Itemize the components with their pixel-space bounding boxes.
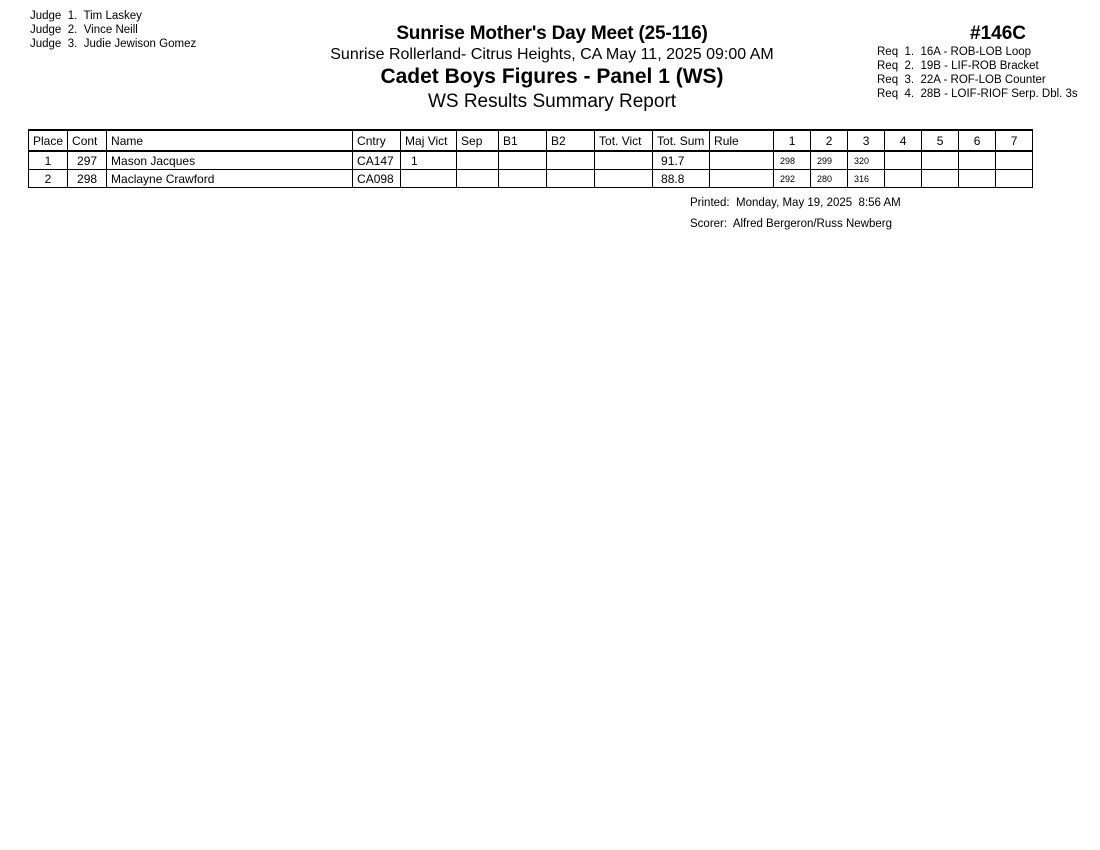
col-rule: Rule bbox=[710, 130, 774, 151]
event-number: #146C bbox=[970, 23, 1026, 44]
cntry: CA098 bbox=[353, 170, 401, 188]
col-tot-vict: Tot. Vict bbox=[595, 130, 653, 151]
requirement-3: Req 3. 22A - ROF-LOB Counter bbox=[877, 74, 1046, 86]
place: 2 bbox=[29, 170, 68, 188]
name: Maclayne Crawford bbox=[107, 170, 353, 188]
col-judge-1: 1 bbox=[774, 130, 811, 151]
col-cntry: Cntry bbox=[353, 130, 401, 151]
cont: 298 bbox=[68, 170, 107, 188]
col-b2: B2 bbox=[547, 130, 595, 151]
col-judge-7: 7 bbox=[996, 130, 1033, 151]
judge-7-score bbox=[996, 170, 1033, 188]
judge-2: Judge 2. Vince Neill bbox=[30, 24, 138, 36]
table-header-row bbox=[29, 130, 1033, 151]
maj-vict bbox=[401, 170, 457, 188]
report-header bbox=[300, 22, 804, 114]
event-title: Cadet Boys Figures - Panel 1 (WS) bbox=[380, 65, 724, 88]
col-judge-5: 5 bbox=[922, 130, 959, 151]
judge-4-score bbox=[885, 151, 922, 170]
cont: 297 bbox=[68, 151, 107, 170]
col-name: Name bbox=[107, 130, 353, 151]
report-footer bbox=[690, 193, 901, 235]
judge-6-score bbox=[959, 170, 996, 188]
scorer: Scorer: Alfred Bergeron/Russ Newberg bbox=[690, 218, 892, 230]
judge-7-score bbox=[996, 151, 1033, 170]
judge-5-score bbox=[922, 151, 959, 170]
rule bbox=[710, 170, 774, 188]
col-place: Place bbox=[29, 130, 68, 151]
requirement-1: Req 1. 16A - ROB-LOB Loop bbox=[877, 46, 1032, 58]
col-cont: Cont bbox=[68, 130, 107, 151]
tot-vict bbox=[595, 170, 653, 188]
col-sep: Sep bbox=[457, 130, 499, 151]
judges-list bbox=[30, 9, 196, 51]
maj-vict: 1 bbox=[401, 151, 457, 170]
report-title: WS Results Summary Report bbox=[427, 91, 677, 112]
judge-3: Judge 3. Judie Jewison Gomez bbox=[30, 38, 197, 50]
col-judge-6: 6 bbox=[959, 130, 996, 151]
tot-sum: 88.8 bbox=[653, 170, 710, 188]
col-maj-vict: Maj Vict bbox=[401, 130, 457, 151]
cntry: CA147 bbox=[353, 151, 401, 170]
table-row bbox=[29, 151, 1033, 170]
requirement-2: Req 2. 19B - LIF-ROB Bracket bbox=[877, 60, 1039, 72]
col-tot-sum: Tot. Sum bbox=[653, 130, 710, 151]
judge-1-score: 292 bbox=[774, 170, 811, 188]
event-info bbox=[877, 23, 1083, 101]
b2 bbox=[547, 170, 595, 188]
b1 bbox=[499, 170, 547, 188]
printed-date: Printed: Monday, May 19, 2025 8:56 AM bbox=[690, 197, 901, 209]
judge-3-score: 320 bbox=[848, 151, 885, 170]
judge-5-score bbox=[922, 170, 959, 188]
col-judge-2: 2 bbox=[811, 130, 848, 151]
sep bbox=[457, 170, 499, 188]
col-b1: B1 bbox=[499, 130, 547, 151]
name: Mason Jacques bbox=[107, 151, 353, 170]
results-table bbox=[28, 129, 1033, 188]
b1 bbox=[499, 151, 547, 170]
judge-4-score bbox=[885, 170, 922, 188]
judge-1: Judge 1. Tim Laskey bbox=[30, 10, 142, 22]
requirement-4: Req 4. 28B - LOIF-RIOF Serp. Dbl. 3s bbox=[877, 88, 1078, 100]
place: 1 bbox=[29, 151, 68, 170]
location-date: Sunrise Rollerland- Citrus Heights, CA May 11, 2025 09:00 AM bbox=[330, 46, 774, 63]
judge-3-score: 316 bbox=[848, 170, 885, 188]
judge-2-score: 299 bbox=[811, 151, 848, 170]
meet-title: Sunrise Mother's Day Meet (25-116) bbox=[396, 23, 708, 44]
judge-2-score: 280 bbox=[811, 170, 848, 188]
judge-1-score: 298 bbox=[774, 151, 811, 170]
judge-6-score bbox=[959, 151, 996, 170]
tot-vict bbox=[595, 151, 653, 170]
col-judge-4: 4 bbox=[885, 130, 922, 151]
tot-sum: 91.7 bbox=[653, 151, 710, 170]
sep bbox=[457, 151, 499, 170]
rule bbox=[710, 151, 774, 170]
b2 bbox=[547, 151, 595, 170]
col-judge-3: 3 bbox=[848, 130, 885, 151]
table-row bbox=[29, 170, 1033, 188]
